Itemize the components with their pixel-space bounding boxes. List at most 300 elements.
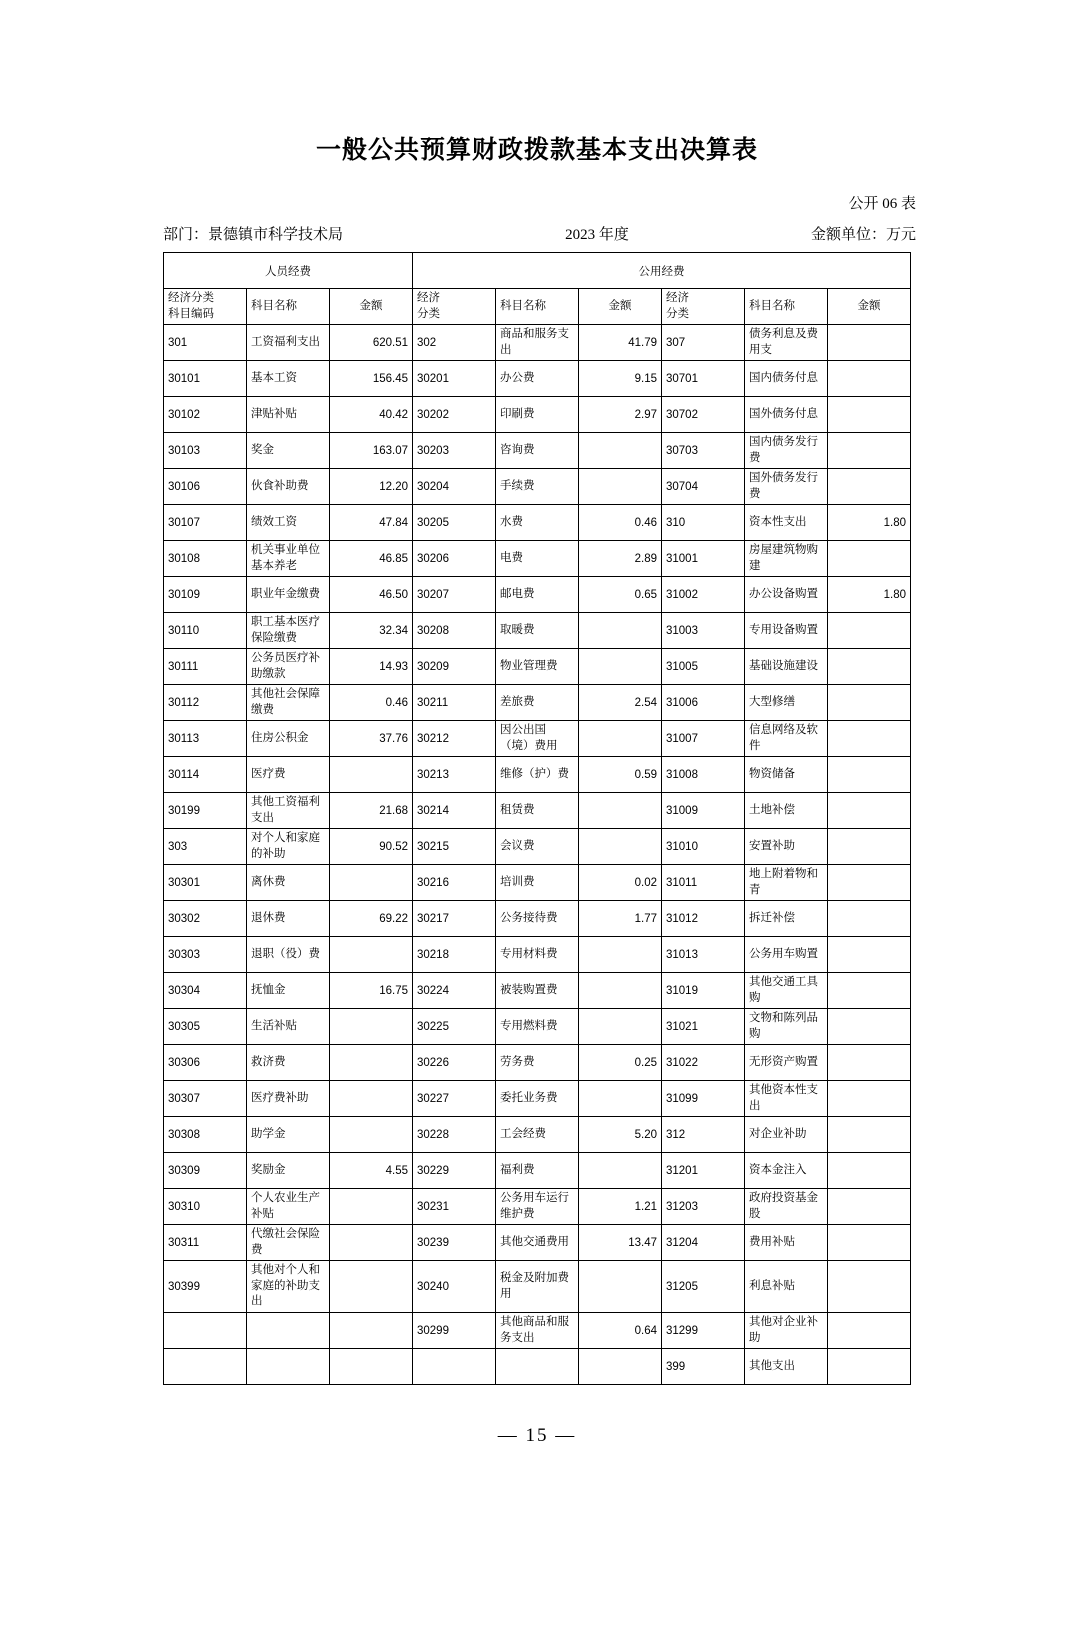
cell-amount-other — [828, 1153, 911, 1189]
cell-name-other: 利息补贴 — [745, 1261, 828, 1313]
cell-name-other: 对企业补助 — [745, 1117, 828, 1153]
cell-name-public: 专用燃料费 — [496, 1009, 579, 1045]
cell-amount-public: 1.77 — [579, 901, 662, 937]
cell-amount-other — [828, 397, 911, 433]
cell-code-personnel: 30107 — [164, 505, 247, 541]
cell-amount-public: 0.64 — [579, 1313, 662, 1349]
cell-amount-public — [579, 973, 662, 1009]
cell-code-public: 30229 — [413, 1153, 496, 1189]
cell-amount-personnel — [330, 865, 413, 901]
cell-code-other: 31011 — [662, 865, 745, 901]
cell-code-personnel: 30308 — [164, 1117, 247, 1153]
cell-code-other: 399 — [662, 1349, 745, 1385]
cell-code-personnel: 30103 — [164, 433, 247, 469]
cell-amount-personnel: 16.75 — [330, 973, 413, 1009]
cell-amount-public — [579, 469, 662, 505]
cell-name-public: 培训费 — [496, 865, 579, 901]
cell-name-other: 文物和陈列品购 — [745, 1009, 828, 1045]
cell-name-personnel: 工资福利支出 — [247, 325, 330, 361]
cell-name-other: 其他交通工具购 — [745, 973, 828, 1009]
cell-amount-personnel: 46.50 — [330, 577, 413, 613]
cell-code-other: 31007 — [662, 721, 745, 757]
cell-amount-other — [828, 1189, 911, 1225]
cell-amount-public: 0.59 — [579, 757, 662, 793]
cell-name-other: 拆迁补偿 — [745, 901, 828, 937]
cell-name-other: 专用设备购置 — [745, 613, 828, 649]
column-header-code3-line2: 分类 — [666, 307, 689, 320]
cell-code-other: 31003 — [662, 613, 745, 649]
cell-name-other: 地上附着物和青 — [745, 865, 828, 901]
cell-amount-other — [828, 613, 911, 649]
cell-code-other: 31021 — [662, 1009, 745, 1045]
cell-code-public: 30224 — [413, 973, 496, 1009]
page-title: 一般公共预算财政拨款基本支出决算表 — [315, 136, 758, 164]
cell-code-public — [413, 1349, 496, 1385]
fiscal-year: 2023 年度 — [565, 227, 629, 243]
cell-name-personnel: 抚恤金 — [247, 973, 330, 1009]
column-header-code1 — [164, 289, 247, 325]
cell-code-public: 30226 — [413, 1045, 496, 1081]
cell-code-other: 31203 — [662, 1189, 745, 1225]
table-column-header-row — [164, 289, 911, 325]
cell-code-personnel: 30307 — [164, 1081, 247, 1117]
cell-code-public: 30228 — [413, 1117, 496, 1153]
cell-amount-other — [828, 361, 911, 397]
table-row — [164, 1153, 911, 1189]
cell-code-public: 30213 — [413, 757, 496, 793]
cell-code-personnel: 30309 — [164, 1153, 247, 1189]
cell-amount-public — [579, 937, 662, 973]
cell-amount-personnel — [330, 1081, 413, 1117]
cell-code-public: 30206 — [413, 541, 496, 577]
cell-amount-personnel — [330, 937, 413, 973]
table-row — [164, 397, 911, 433]
cell-name-personnel: 奖金 — [247, 433, 330, 469]
table-row — [164, 757, 911, 793]
cell-code-personnel: 303 — [164, 829, 247, 865]
table-row — [164, 973, 911, 1009]
table-row — [164, 1117, 911, 1153]
cell-amount-public: 2.89 — [579, 541, 662, 577]
cell-amount-personnel: 32.34 — [330, 613, 413, 649]
cell-name-public — [496, 1349, 579, 1385]
cell-name-other: 信息网络及软件 — [745, 721, 828, 757]
table-row — [164, 793, 911, 829]
cell-amount-other — [828, 937, 911, 973]
cell-code-personnel: 30114 — [164, 757, 247, 793]
cell-code-other: 31006 — [662, 685, 745, 721]
cell-code-other: 30701 — [662, 361, 745, 397]
cell-name-public: 办公费 — [496, 361, 579, 397]
cell-name-public: 劳务费 — [496, 1045, 579, 1081]
cell-amount-other — [828, 1313, 911, 1349]
cell-name-personnel — [247, 1313, 330, 1349]
column-header-amount1: 金额 — [330, 289, 413, 325]
cell-amount-public — [579, 613, 662, 649]
cell-name-other: 办公设备购置 — [745, 577, 828, 613]
cell-code-public: 30202 — [413, 397, 496, 433]
cell-name-personnel: 救济费 — [247, 1045, 330, 1081]
cell-name-personnel: 对个人和家庭的补助 — [247, 829, 330, 865]
cell-amount-other — [828, 541, 911, 577]
table-row — [164, 649, 911, 685]
table-row — [164, 865, 911, 901]
cell-name-personnel: 个人农业生产补贴 — [247, 1189, 330, 1225]
cell-code-other: 31009 — [662, 793, 745, 829]
cell-name-other: 无形资产购置 — [745, 1045, 828, 1081]
cell-amount-public: 9.15 — [579, 361, 662, 397]
cell-amount-public — [579, 1081, 662, 1117]
cell-name-other: 费用补贴 — [745, 1225, 828, 1261]
column-header-name3: 科目名称 — [745, 289, 828, 325]
cell-amount-public — [579, 1009, 662, 1045]
cell-amount-other: 1.80 — [828, 577, 911, 613]
cell-amount-other — [828, 469, 911, 505]
cell-name-public: 电费 — [496, 541, 579, 577]
cell-name-other: 国外债务付息 — [745, 397, 828, 433]
cell-code-public: 30299 — [413, 1313, 496, 1349]
cell-amount-other — [828, 433, 911, 469]
cell-name-other: 其他对企业补助 — [745, 1313, 828, 1349]
cell-code-other: 31201 — [662, 1153, 745, 1189]
cell-code-other: 31013 — [662, 937, 745, 973]
cell-name-other: 资本性支出 — [745, 505, 828, 541]
cell-name-personnel: 绩效工资 — [247, 505, 330, 541]
column-header-code3 — [662, 289, 745, 325]
cell-code-public: 30225 — [413, 1009, 496, 1045]
cell-code-other: 310 — [662, 505, 745, 541]
cell-name-public: 取暖费 — [496, 613, 579, 649]
cell-code-other: 31008 — [662, 757, 745, 793]
cell-code-public: 30240 — [413, 1261, 496, 1313]
cell-amount-public — [579, 1349, 662, 1385]
cell-code-personnel: 30304 — [164, 973, 247, 1009]
page-footer-number: — 15 — — [497, 1425, 577, 1446]
cell-amount-personnel: 14.93 — [330, 649, 413, 685]
cell-name-personnel: 退休费 — [247, 901, 330, 937]
cell-code-personnel: 30102 — [164, 397, 247, 433]
cell-name-public: 邮电费 — [496, 577, 579, 613]
cell-name-public: 手续费 — [496, 469, 579, 505]
cell-amount-other — [828, 1009, 911, 1045]
cell-name-personnel: 伙食补助费 — [247, 469, 330, 505]
cell-amount-public — [579, 721, 662, 757]
cell-name-personnel: 代缴社会保险费 — [247, 1225, 330, 1261]
cell-name-public: 其他交通费用 — [496, 1225, 579, 1261]
cell-amount-personnel — [330, 1349, 413, 1385]
cell-amount-other — [828, 1261, 911, 1313]
column-header-amount3: 金额 — [828, 289, 911, 325]
table-row — [164, 325, 911, 361]
cell-name-public: 咨询费 — [496, 433, 579, 469]
column-header-code2-line1: 经济 — [417, 291, 440, 304]
cell-code-personnel: 30111 — [164, 649, 247, 685]
table-row — [164, 613, 911, 649]
table-row — [164, 1261, 911, 1313]
cell-name-public: 专用材料费 — [496, 937, 579, 973]
cell-code-personnel: 30310 — [164, 1189, 247, 1225]
cell-amount-public: 2.54 — [579, 685, 662, 721]
cell-code-personnel — [164, 1313, 247, 1349]
document-meta — [0, 223, 1074, 244]
cell-amount-personnel — [330, 1313, 413, 1349]
cell-name-personnel: 其他工资福利支出 — [247, 793, 330, 829]
cell-amount-personnel: 156.45 — [330, 361, 413, 397]
column-header-name1: 科目名称 — [247, 289, 330, 325]
table-row — [164, 1225, 911, 1261]
cell-amount-other — [828, 1225, 911, 1261]
cell-name-public: 公务接待费 — [496, 901, 579, 937]
table-row — [164, 1045, 911, 1081]
cell-code-personnel: 30101 — [164, 361, 247, 397]
cell-code-other: 31010 — [662, 829, 745, 865]
cell-amount-other — [828, 793, 911, 829]
cell-amount-personnel: 12.20 — [330, 469, 413, 505]
cell-amount-other — [828, 1349, 911, 1385]
cell-name-public: 因公出国（境）费用 — [496, 721, 579, 757]
cell-code-public: 302 — [413, 325, 496, 361]
cell-code-other: 312 — [662, 1117, 745, 1153]
cell-name-personnel: 其他社会保障缴费 — [247, 685, 330, 721]
cell-amount-public: 0.65 — [579, 577, 662, 613]
cell-code-public: 30217 — [413, 901, 496, 937]
table-row — [164, 1081, 911, 1117]
cell-code-public: 30231 — [413, 1189, 496, 1225]
cell-code-public: 30205 — [413, 505, 496, 541]
cell-name-personnel: 基本工资 — [247, 361, 330, 397]
cell-amount-public: 0.46 — [579, 505, 662, 541]
column-header-code2-line2: 分类 — [417, 307, 440, 320]
cell-amount-personnel — [330, 1045, 413, 1081]
cell-name-public: 租赁费 — [496, 793, 579, 829]
cell-code-other: 30702 — [662, 397, 745, 433]
cell-name-other: 债务利息及费用支 — [745, 325, 828, 361]
cell-amount-other — [828, 901, 911, 937]
cell-name-personnel: 奖励金 — [247, 1153, 330, 1189]
cell-name-public: 商品和服务支出 — [496, 325, 579, 361]
cell-name-public: 公务用车运行维护费 — [496, 1189, 579, 1225]
cell-code-personnel: 30301 — [164, 865, 247, 901]
cell-code-public: 30204 — [413, 469, 496, 505]
cell-amount-public — [579, 793, 662, 829]
cell-amount-personnel — [330, 1189, 413, 1225]
cell-name-public: 印刷费 — [496, 397, 579, 433]
cell-code-public: 30212 — [413, 721, 496, 757]
cell-code-personnel: 30106 — [164, 469, 247, 505]
cell-code-other: 30703 — [662, 433, 745, 469]
cell-amount-public: 2.97 — [579, 397, 662, 433]
cell-code-personnel — [164, 1349, 247, 1385]
table-row — [164, 361, 911, 397]
form-number: 公开 06 表 — [848, 196, 916, 212]
cell-name-other: 房屋建筑物购建 — [745, 541, 828, 577]
cell-code-public: 30227 — [413, 1081, 496, 1117]
cell-name-public: 工会经费 — [496, 1117, 579, 1153]
table-row — [164, 577, 911, 613]
cell-amount-public: 0.25 — [579, 1045, 662, 1081]
column-header-name2: 科目名称 — [496, 289, 579, 325]
cell-name-other: 土地补偿 — [745, 793, 828, 829]
document-page — [0, 130, 1074, 1650]
cell-code-other: 31022 — [662, 1045, 745, 1081]
table-row — [164, 685, 911, 721]
cell-name-other: 国内债务发行费 — [745, 433, 828, 469]
cell-name-personnel: 公务员医疗补助缴款 — [247, 649, 330, 685]
cell-code-personnel: 30399 — [164, 1261, 247, 1313]
cell-amount-other — [828, 1045, 911, 1081]
cell-name-other: 资本金注入 — [745, 1153, 828, 1189]
cell-code-personnel: 30108 — [164, 541, 247, 577]
cell-amount-public: 13.47 — [579, 1225, 662, 1261]
cell-amount-other: 1.80 — [828, 505, 911, 541]
amount-unit: 金额单位：万元 — [810, 227, 916, 243]
cell-name-other: 安置补助 — [745, 829, 828, 865]
table-row — [164, 1189, 911, 1225]
table-row — [164, 1009, 911, 1045]
table-row — [164, 721, 911, 757]
cell-name-public: 维修（护）费 — [496, 757, 579, 793]
cell-code-personnel: 30302 — [164, 901, 247, 937]
cell-name-personnel — [247, 1349, 330, 1385]
cell-amount-public — [579, 829, 662, 865]
cell-code-personnel: 30110 — [164, 613, 247, 649]
cell-code-other: 307 — [662, 325, 745, 361]
cell-code-personnel: 30305 — [164, 1009, 247, 1045]
cell-name-other: 其他资本性支出 — [745, 1081, 828, 1117]
cell-amount-personnel — [330, 757, 413, 793]
cell-name-other: 国内债务付息 — [745, 361, 828, 397]
cell-amount-public: 1.21 — [579, 1189, 662, 1225]
cell-code-other: 31001 — [662, 541, 745, 577]
cell-name-personnel: 机关事业单位基本养老 — [247, 541, 330, 577]
cell-name-other: 基础设施建设 — [745, 649, 828, 685]
cell-name-public: 物业管理费 — [496, 649, 579, 685]
cell-amount-public — [579, 433, 662, 469]
cell-code-other: 31012 — [662, 901, 745, 937]
column-header-code1-line1: 经济分类 — [168, 291, 214, 304]
cell-code-public: 30208 — [413, 613, 496, 649]
cell-amount-other — [828, 757, 911, 793]
group-header-personnel: 人员经费 — [164, 253, 413, 289]
cell-amount-other — [828, 325, 911, 361]
column-header-code3-line1: 经济 — [666, 291, 689, 304]
cell-name-personnel: 医疗费补助 — [247, 1081, 330, 1117]
cell-amount-other — [828, 685, 911, 721]
group-header-public: 公用经费 — [413, 253, 911, 289]
table-body — [164, 325, 911, 1385]
table-row — [164, 829, 911, 865]
cell-code-public: 30207 — [413, 577, 496, 613]
cell-code-other: 31002 — [662, 577, 745, 613]
cell-amount-personnel: 4.55 — [330, 1153, 413, 1189]
cell-code-public: 30216 — [413, 865, 496, 901]
cell-code-other: 31099 — [662, 1081, 745, 1117]
table-row — [164, 541, 911, 577]
cell-name-public: 会议费 — [496, 829, 579, 865]
column-header-code2 — [413, 289, 496, 325]
cell-amount-other — [828, 865, 911, 901]
table-row — [164, 1349, 911, 1385]
cell-code-other: 31299 — [662, 1313, 745, 1349]
table-row — [164, 433, 911, 469]
cell-name-public: 被装购置费 — [496, 973, 579, 1009]
cell-amount-other — [828, 721, 911, 757]
cell-name-personnel: 住房公积金 — [247, 721, 330, 757]
cell-amount-personnel: 47.84 — [330, 505, 413, 541]
cell-name-public: 其他商品和服务支出 — [496, 1313, 579, 1349]
cell-code-personnel: 30113 — [164, 721, 247, 757]
cell-name-personnel: 医疗费 — [247, 757, 330, 793]
cell-amount-other — [828, 1117, 911, 1153]
cell-name-other: 公务用车购置 — [745, 937, 828, 973]
budget-table — [163, 252, 911, 1385]
cell-code-public: 30203 — [413, 433, 496, 469]
cell-amount-other — [828, 973, 911, 1009]
cell-name-personnel: 离休费 — [247, 865, 330, 901]
cell-code-personnel: 301 — [164, 325, 247, 361]
cell-amount-personnel — [330, 1117, 413, 1153]
cell-name-other: 大型修缮 — [745, 685, 828, 721]
column-header-amount2: 金额 — [579, 289, 662, 325]
cell-amount-personnel: 46.85 — [330, 541, 413, 577]
table-row — [164, 901, 911, 937]
cell-name-other: 其他支出 — [745, 1349, 828, 1385]
cell-code-personnel: 30303 — [164, 937, 247, 973]
cell-amount-other — [828, 1081, 911, 1117]
cell-name-personnel: 职业年金缴费 — [247, 577, 330, 613]
cell-code-other: 31204 — [662, 1225, 745, 1261]
cell-code-public: 30215 — [413, 829, 496, 865]
cell-amount-public: 5.20 — [579, 1117, 662, 1153]
table-row — [164, 505, 911, 541]
cell-code-public: 30214 — [413, 793, 496, 829]
cell-code-other: 31205 — [662, 1261, 745, 1313]
cell-code-other: 30704 — [662, 469, 745, 505]
cell-name-personnel: 生活补贴 — [247, 1009, 330, 1045]
cell-name-personnel: 退职（役）费 — [247, 937, 330, 973]
department-label: 部门：景德镇市科学技术局 — [163, 227, 344, 243]
cell-amount-personnel: 37.76 — [330, 721, 413, 757]
column-header-code1-line2: 科目编码 — [168, 307, 214, 320]
cell-amount-personnel: 0.46 — [330, 685, 413, 721]
cell-amount-personnel: 163.07 — [330, 433, 413, 469]
cell-amount-personnel: 40.42 — [330, 397, 413, 433]
cell-name-other: 国外债务发行费 — [745, 469, 828, 505]
cell-amount-public: 41.79 — [579, 325, 662, 361]
cell-name-other: 政府投资基金股 — [745, 1189, 828, 1225]
cell-name-personnel: 助学金 — [247, 1117, 330, 1153]
cell-code-public: 30239 — [413, 1225, 496, 1261]
table-row — [164, 1313, 911, 1349]
cell-amount-public: 0.02 — [579, 865, 662, 901]
cell-amount-personnel: 90.52 — [330, 829, 413, 865]
cell-code-personnel: 30112 — [164, 685, 247, 721]
cell-name-public: 差旅费 — [496, 685, 579, 721]
cell-amount-personnel — [330, 1225, 413, 1261]
cell-code-other: 31005 — [662, 649, 745, 685]
table-group-header-row — [164, 253, 911, 289]
cell-name-public: 税金及附加费用 — [496, 1261, 579, 1313]
cell-amount-public — [579, 1261, 662, 1313]
cell-amount-public — [579, 1153, 662, 1189]
cell-amount-personnel: 21.68 — [330, 793, 413, 829]
cell-code-personnel: 30306 — [164, 1045, 247, 1081]
cell-name-public: 福利费 — [496, 1153, 579, 1189]
cell-name-other: 物资储备 — [745, 757, 828, 793]
cell-code-public: 30201 — [413, 361, 496, 397]
cell-amount-public — [579, 649, 662, 685]
cell-name-public: 委托业务费 — [496, 1081, 579, 1117]
